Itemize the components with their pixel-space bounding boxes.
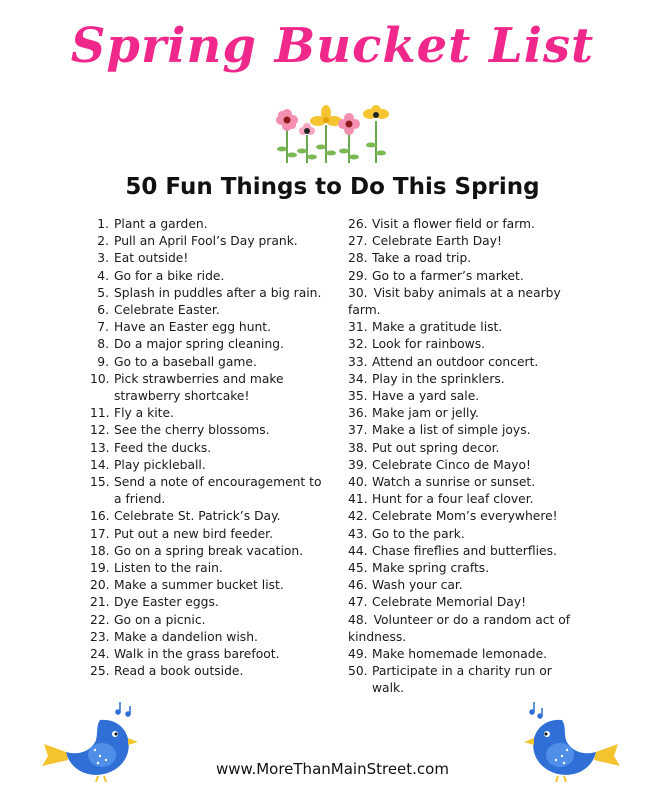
list-item: 34. Play in the sprinklers.: [348, 371, 505, 386]
list-item: 40. Watch a sunrise or sunset.: [348, 475, 536, 490]
list-item: 11. Fly a kite.: [90, 406, 174, 421]
list-item: 36. Make jam or jelly.: [348, 406, 479, 421]
list-item: 32. Look for rainbows.: [348, 337, 486, 352]
list-item: 49. Make homemade lemonade.: [348, 647, 548, 662]
list-item: 18. Go on a spring break vacation.: [90, 543, 304, 558]
list-item: 37. Make a list of simple joys.: [348, 423, 531, 438]
list-item: 33. Attend an outdoor concert.: [348, 354, 539, 369]
list-item: 22. Go on a picnic.: [90, 612, 206, 627]
list-item: 23. Make a dandelion wish.: [90, 629, 258, 644]
list-item: 41. Hunt for a four leaf clover.: [348, 492, 534, 507]
flowers-icon: [270, 105, 395, 167]
list-item: 1. Plant a garden.: [97, 217, 208, 231]
list-item: 44. Chase fireflies and butterflies.: [348, 543, 557, 558]
list-item: 28. Take a road trip.: [348, 251, 472, 266]
list-item: 8. Do a major spring cleaning.: [97, 337, 284, 352]
bucket-list-right: [348, 216, 583, 698]
list-item: 35. Have a yard sale.: [348, 389, 480, 404]
list-item: 47. Celebrate Memorial Day!: [348, 595, 527, 610]
list-item: 26. Visit a flower field or farm.: [348, 217, 535, 231]
list-item: 21. Dye Easter eggs.: [90, 595, 219, 610]
list-item: 10. Pick strawberries and make strawberry shortcake!: [90, 371, 284, 404]
list-item: 14. Play pickleball.: [90, 457, 206, 472]
list-item: 39. Celebrate Cinco de Mayo!: [348, 457, 531, 472]
list-item: 3. Eat outside!: [97, 251, 189, 266]
list-item: 45. Make spring crafts.: [348, 561, 490, 576]
list-item: 48. Volunteer or do a random act of kindness.: [348, 612, 571, 644]
list-item: 15. Send a note of encouragement to a friend.: [90, 475, 322, 507]
bluebird-icon: [522, 700, 622, 782]
list-item: 27. Celebrate Earth Day!: [348, 234, 502, 249]
list-item: 43. Go to the park.: [348, 526, 465, 541]
page-title: Spring Bucket List: [70, 18, 595, 74]
list-item: 24. Walk in the grass barefoot.: [90, 647, 280, 662]
list-item: 6. Celebrate Easter.: [97, 303, 220, 318]
list-item: 19. Listen to the rain.: [90, 561, 223, 576]
list-item: 46. Wash your car.: [348, 578, 463, 593]
list-item: 17. Put out a new bird feeder.: [90, 526, 273, 541]
list-item: 13. Feed the ducks.: [90, 440, 212, 455]
list-item: 16. Celebrate St. Patrick’s Day.: [90, 509, 281, 524]
bucket-list-left: [90, 216, 325, 680]
list-item: 9. Go to a baseball game.: [97, 354, 257, 369]
list-item: 20. Make a summer bucket list.: [90, 578, 284, 593]
list-item: 12. See the cherry blossoms.: [90, 423, 270, 438]
list-item: 42. Celebrate Mom’s everywhere!: [348, 509, 558, 524]
list-item: 4. Go for a bike ride.: [97, 268, 225, 283]
website-url: www.MoreThanMainStreet.com: [216, 760, 449, 778]
list-item: 2. Pull an April Fool’s Day prank.: [97, 234, 298, 249]
list-item: 30. Visit baby animals at a nearby farm.: [348, 285, 561, 318]
list-item: 25. Read a book outside.: [90, 664, 244, 679]
subtitle: 50 Fun Things to Do This Spring: [125, 174, 540, 200]
list-item: 31. Make a gratitude list.: [348, 320, 503, 335]
list-item: 50. Participate in a charity run or walk.: [348, 664, 552, 696]
list-item: 7. Have an Easter egg hunt.: [97, 320, 272, 335]
list-item: 5. Splash in puddles after a big rain.: [97, 285, 322, 300]
list-item: 29. Go to a farmer’s market.: [348, 268, 524, 283]
list-item: 38. Put out spring decor.: [348, 440, 500, 455]
